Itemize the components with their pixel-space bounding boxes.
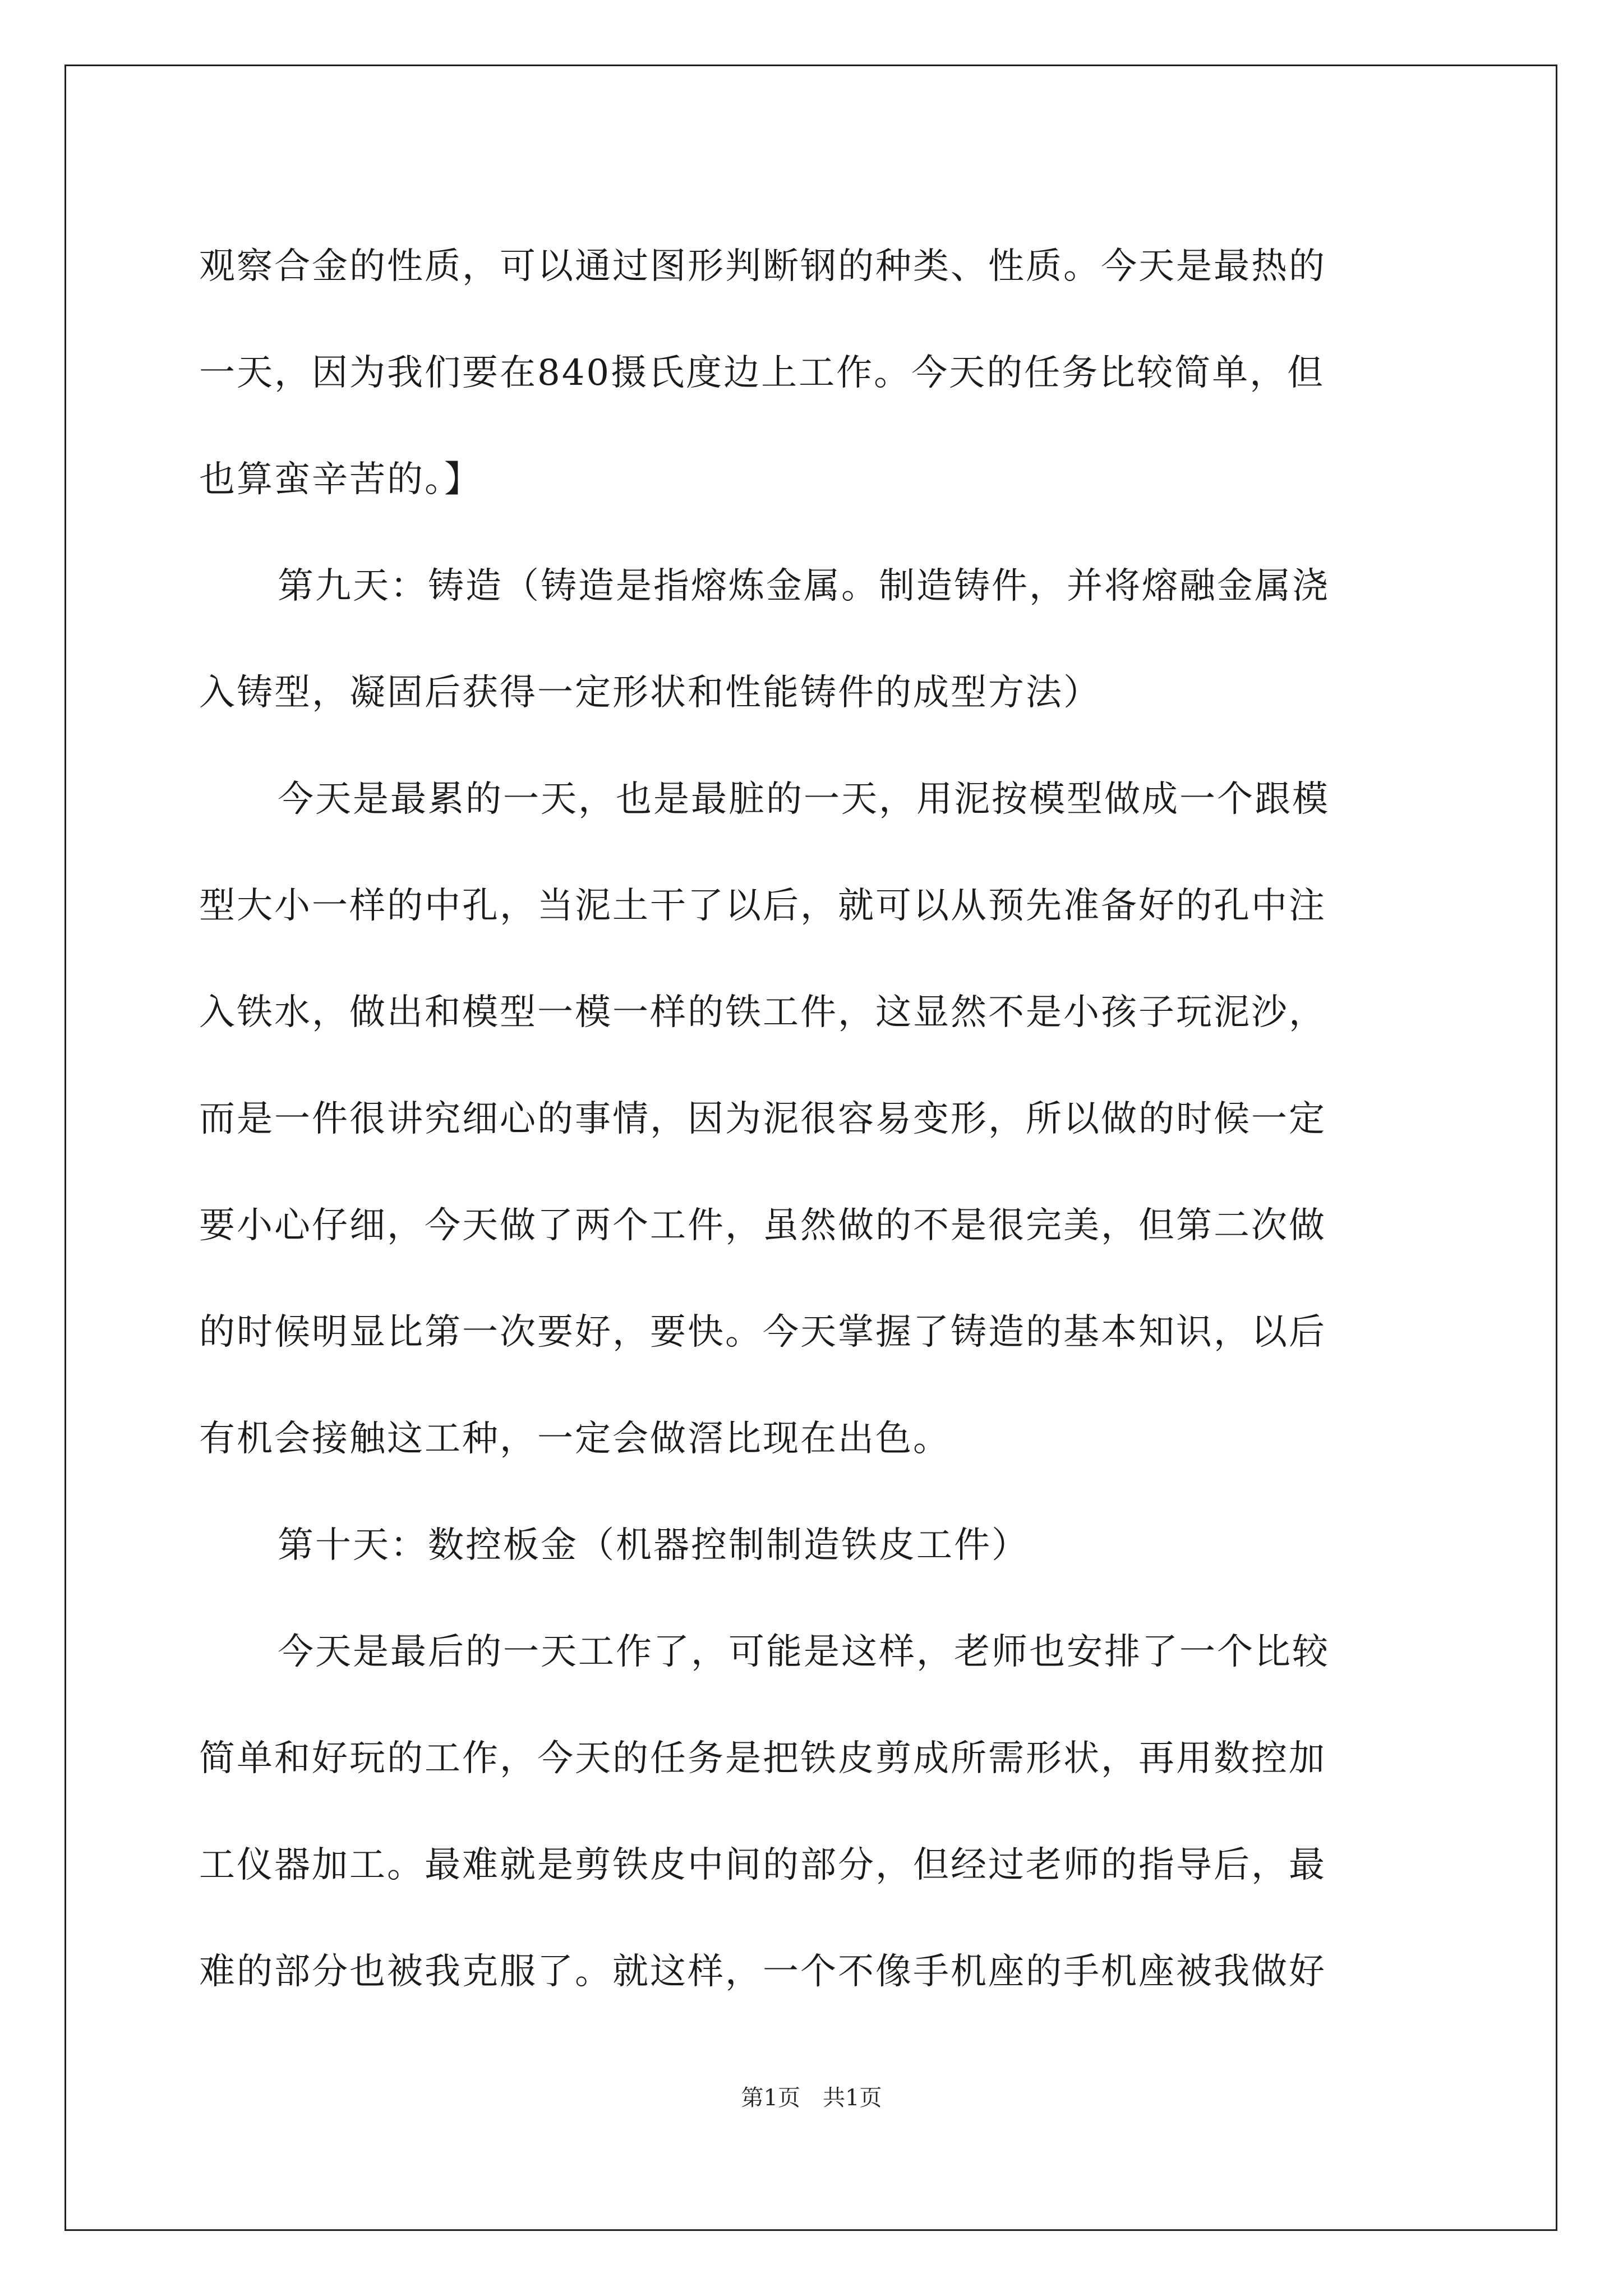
- text-line: 入铁水，做出和模型一模一样的铁工件，这显然不是小孩子玩泥沙，: [199, 992, 1326, 1033]
- page-footer: [0, 2084, 1623, 2112]
- text-line: 难的部分也被我克服了。就这样，一个不像手机座的手机座被我做好: [199, 1951, 1326, 1993]
- text-line: 有机会接触这工种，一定会做滘比现在出色。: [199, 1418, 951, 1460]
- text-line: 简单和好玩的工作，今天的任务是把铁皮剪成所需形状，再用数控加: [199, 1738, 1326, 1779]
- page-total: 共1页: [823, 2085, 882, 2111]
- text-line: 第十天：数控板金（机器控制制造铁皮工件）: [278, 1525, 1029, 1566]
- text-line: 第九天：铸造（铸造是指熔炼金属。制造铸件，并将熔融金属浇: [278, 565, 1330, 607]
- text-line: 工仪器加工。最难就是剪铁皮中间的部分，但经过老师的指导后，最: [199, 1844, 1326, 1886]
- text-line: 的时候明显比第一次要好，要快。今天掌握了铸造的基本知识，以后: [199, 1312, 1326, 1353]
- text-line: 观察合金的性质，可以通过图形判断钢的种类、性质。今天是最热的: [199, 246, 1326, 287]
- text-line: 今天是最累的一天，也是最脏的一天，用泥按模型做成一个跟模: [278, 779, 1330, 820]
- text-line: 型大小一样的中孔，当泥土干了以后，就可以从预先准备好的孔中注: [199, 885, 1326, 927]
- text-line: 入铸型，凝固后获得一定形状和性能铸件的成型方法）: [199, 672, 1101, 714]
- text-line: 要小心仔细，今天做了两个工件，虽然做的不是很完美，但第二次做: [199, 1205, 1326, 1246]
- page-number: 第1页: [741, 2085, 800, 2111]
- text-line: 而是一件很讲究细心的事情，因为泥很容易变形，所以做的时候一定: [199, 1098, 1326, 1140]
- text-line: 今天是最后的一天工作了，可能是这样，老师也安排了一个比较: [278, 1631, 1330, 1673]
- document-body: [199, 213, 1427, 2025]
- text-line: 也算蛮辛苦的。】: [199, 459, 482, 500]
- text-line: 一天，因为我们要在840摄氏度边上工作。今天的任务比较简单，但: [199, 352, 1325, 394]
